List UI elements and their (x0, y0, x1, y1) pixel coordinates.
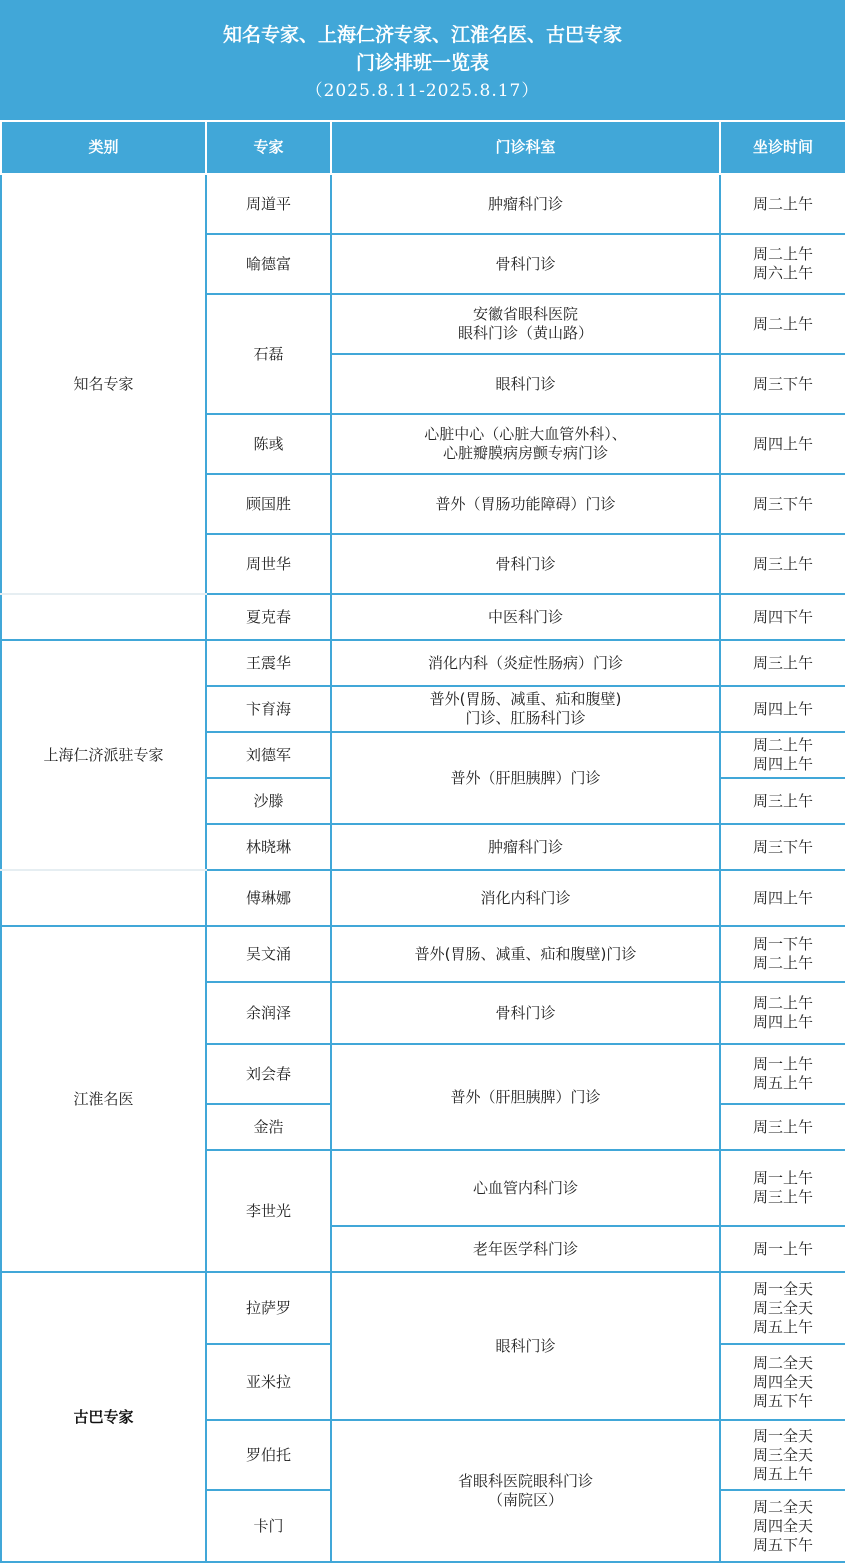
department-cell: 消化内科（炎症性肠病）门诊 (331, 640, 720, 686)
department-cell: 省眼科医院眼科门诊 （南院区） (331, 1420, 720, 1562)
department-cell: 普外(胃肠、减重、疝和腹壁) 门诊、肛肠科门诊 (331, 686, 720, 732)
category-cell: 古巴专家 (1, 1272, 206, 1562)
expert-cell: 周世华 (206, 534, 331, 594)
category-cell: 江淮名医 (1, 926, 206, 1272)
time-cell: 周三上午 (720, 778, 845, 824)
expert-cell: 卡门 (206, 1490, 331, 1562)
time-cell: 周四上午 (720, 414, 845, 474)
time-cell: 周四下午 (720, 594, 845, 640)
table-row (1, 1272, 845, 1344)
department-cell: 眼科门诊 (331, 1272, 720, 1420)
table-row (1, 926, 845, 982)
expert-cell: 李世光 (206, 1150, 331, 1272)
time-cell: 周一上午 周三上午 (720, 1150, 845, 1226)
expert-cell: 喻德富 (206, 234, 331, 294)
department-cell: 眼科门诊 (331, 354, 720, 414)
time-cell: 周三上午 (720, 640, 845, 686)
department-cell: 中医科门诊 (331, 594, 720, 640)
expert-cell: 拉萨罗 (206, 1272, 331, 1344)
department-cell: 心血管内科门诊 (331, 1150, 720, 1226)
expert-cell: 罗伯托 (206, 1420, 331, 1490)
title-line-2: 门诊排班一览表 (355, 52, 489, 74)
col-header-category: 类别 (1, 121, 206, 174)
expert-cell: 吴文涌 (206, 926, 331, 982)
department-cell: 普外（肝胆胰脾）门诊 (331, 1044, 720, 1150)
title-line-1: 知名专家、上海仁济专家、江淮名医、古巴专家 (222, 24, 622, 46)
time-cell: 周三上午 (720, 1104, 845, 1150)
time-cell: 周一全天 周三全天 周五上午 (720, 1420, 845, 1490)
category-cell: 知名专家 (1, 174, 206, 594)
time-cell: 周四上午 (720, 686, 845, 732)
time-cell: 周二全天 周四全天 周五下午 (720, 1490, 845, 1562)
header-row (1, 121, 845, 174)
time-cell: 周一全天 周三全天 周五上午 (720, 1272, 845, 1344)
expert-cell: 金浩 (206, 1104, 331, 1150)
title-banner (0, 0, 845, 120)
table-row (1, 594, 845, 640)
date-range: （2025.8.11-2025.8.17） (305, 81, 540, 101)
expert-cell: 陈彧 (206, 414, 331, 474)
department-cell: 普外(胃肠、减重、疝和腹壁)门诊 (331, 926, 720, 982)
expert-cell: 傅琳娜 (206, 870, 331, 926)
department-cell: 骨科门诊 (331, 982, 720, 1044)
department-cell: 肿瘤科门诊 (331, 174, 720, 234)
table-row (1, 174, 845, 234)
category-cell-empty (1, 870, 206, 926)
time-cell: 周一上午 周五上午 (720, 1044, 845, 1104)
time-cell: 周二上午 周六上午 (720, 234, 845, 294)
expert-cell: 林晓琳 (206, 824, 331, 870)
col-header-time: 坐诊时间 (720, 121, 845, 174)
expert-cell: 王震华 (206, 640, 331, 686)
department-cell: 骨科门诊 (331, 234, 720, 294)
time-cell: 周三下午 (720, 474, 845, 534)
department-cell: 安徽省眼科医院 眼科门诊（黄山路） (331, 294, 720, 354)
schedule-table (0, 120, 845, 1563)
time-cell: 周一上午 (720, 1226, 845, 1272)
time-cell: 周一下午 周二上午 (720, 926, 845, 982)
time-cell: 周二上午 周四上午 (720, 982, 845, 1044)
expert-cell: 刘德军 (206, 732, 331, 778)
expert-cell: 亚米拉 (206, 1344, 331, 1420)
table-row (1, 640, 845, 686)
time-cell: 周四上午 (720, 870, 845, 926)
time-cell: 周三下午 (720, 354, 845, 414)
expert-cell: 石磊 (206, 294, 331, 414)
time-cell: 周三上午 (720, 534, 845, 594)
expert-cell: 沙滕 (206, 778, 331, 824)
expert-cell: 夏克春 (206, 594, 331, 640)
expert-cell: 卞育海 (206, 686, 331, 732)
time-cell: 周三下午 (720, 824, 845, 870)
category-cell: 上海仁济派驻专家 (1, 640, 206, 870)
department-cell: 消化内科门诊 (331, 870, 720, 926)
time-cell: 周二上午 (720, 174, 845, 234)
time-cell: 周二全天 周四全天 周五下午 (720, 1344, 845, 1420)
department-cell: 骨科门诊 (331, 534, 720, 594)
time-cell: 周二上午 (720, 294, 845, 354)
expert-cell: 周道平 (206, 174, 331, 234)
expert-cell: 顾国胜 (206, 474, 331, 534)
department-cell: 心脏中心（心脏大血管外科）、 心脏瓣膜病房颤专病门诊 (331, 414, 720, 474)
department-cell: 老年医学科门诊 (331, 1226, 720, 1272)
col-header-department: 门诊科室 (331, 121, 720, 174)
department-cell: 普外（胃肠功能障碍）门诊 (331, 474, 720, 534)
col-header-expert: 专家 (206, 121, 331, 174)
department-cell: 普外（肝胆胰脾）门诊 (331, 732, 720, 824)
time-cell: 周二上午 周四上午 (720, 732, 845, 778)
department-cell: 肿瘤科门诊 (331, 824, 720, 870)
table-row (1, 870, 845, 926)
expert-cell: 余润泽 (206, 982, 331, 1044)
expert-cell: 刘会春 (206, 1044, 331, 1104)
category-cell-empty (1, 594, 206, 640)
